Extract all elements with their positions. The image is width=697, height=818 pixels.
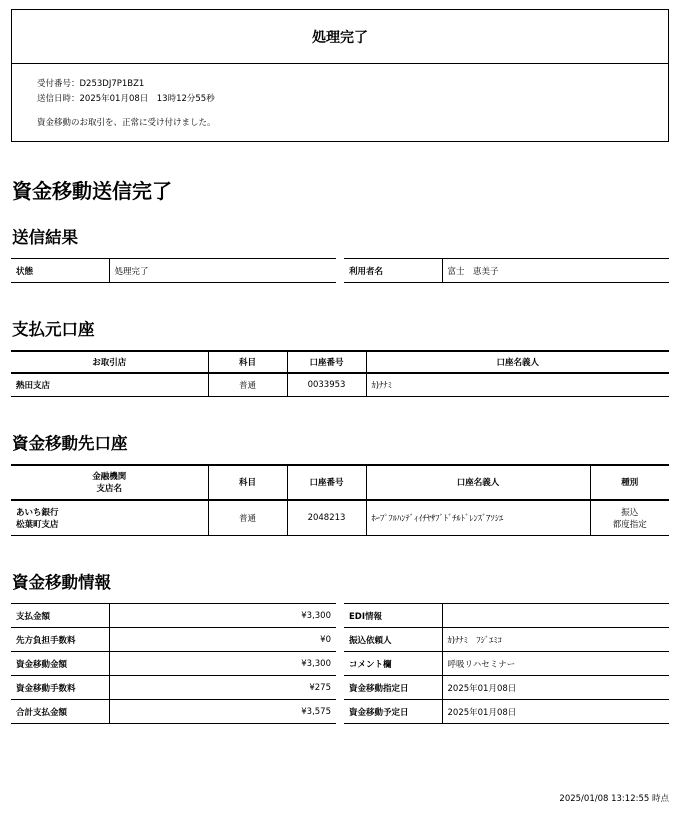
completion-message: 資金移動のお取引を、正常に受け付けました。	[37, 118, 216, 128]
result-table	[11, 258, 669, 283]
info-value: ¥3,575	[109, 700, 336, 724]
source-type: 普通	[208, 373, 287, 396]
col-type: 科目	[208, 465, 287, 500]
col-number: 口座番号	[287, 351, 366, 373]
table-row	[11, 500, 669, 536]
col-kind: 種別	[590, 465, 669, 500]
sent-datetime: 送信日時：2025年01月08日 13時12分55秒	[37, 94, 215, 104]
col-bank-branch: 金融機関 支店名	[11, 465, 208, 500]
info-label: 合計支払金額	[11, 700, 109, 724]
dest-account-table	[11, 464, 669, 537]
dest-kind: 振込 都度指定	[590, 500, 669, 536]
info-label: 資金移動予定日	[344, 700, 442, 724]
info-label: 資金移動手数料	[11, 676, 109, 700]
col-number: 口座番号	[287, 465, 366, 500]
info-value: 2025年01月08日	[442, 700, 669, 724]
info-label: 振込依頼人	[344, 628, 442, 652]
info-value: 2025年01月08日	[442, 676, 669, 700]
receipt-number: 受付番号：D253DJ7P1BZ1	[37, 79, 145, 89]
dest-bank-branch: あいち銀行 松葉町支店	[11, 500, 208, 536]
table-row	[11, 676, 669, 700]
dest-heading: 資金移動先口座	[12, 433, 128, 453]
table-row	[11, 604, 669, 628]
dest-holder: ﾎｰﾌﾟﾌﾙﾊﾝﾃﾞｨｲﾁﾔｻﾌﾞﾄﾞﾁﾙﾄﾞﾚﾝｽﾞｱｿｼｴ	[366, 500, 590, 536]
dest-type: 普通	[208, 500, 287, 536]
user-label: 利用者名	[344, 259, 442, 283]
notice-title: 処理完了	[12, 10, 668, 64]
info-label: 支払金額	[11, 604, 109, 628]
source-number: 0033953	[287, 373, 366, 396]
transfer-info-table	[11, 603, 669, 724]
info-label: 先方負担手数料	[11, 628, 109, 652]
info-label: 資金移動金額	[11, 652, 109, 676]
info-value: ｶ)ﾅﾅﾐ ﾌｼﾞｴﾐｺ	[442, 628, 669, 652]
info-value: ¥3,300	[109, 604, 336, 628]
result-heading: 送信結果	[12, 228, 78, 247]
col-holder: 口座名義人	[366, 465, 590, 500]
user-value: 富士 恵美子	[442, 259, 669, 283]
info-value	[442, 604, 669, 628]
info-value: ¥3,300	[109, 652, 336, 676]
table-row	[11, 373, 669, 396]
col-branch: お取引店	[11, 351, 208, 373]
completion-notice	[11, 9, 669, 142]
generated-timestamp: 2025/01/08 13:12:55 時点	[559, 794, 669, 804]
source-heading: 支払元口座	[12, 320, 95, 339]
info-value: ¥275	[109, 676, 336, 700]
page	[11, 9, 669, 724]
source-holder: ｶ)ﾅﾅﾐ	[366, 373, 669, 396]
notice-body	[12, 64, 668, 141]
table-row	[11, 700, 669, 724]
info-label: 資金移動指定日	[344, 676, 442, 700]
source-branch: 熱田支店	[11, 373, 208, 396]
source-account-table	[11, 350, 669, 397]
status-value: 処理完了	[109, 259, 336, 283]
info-label: EDI情報	[344, 604, 442, 628]
info-heading: 資金移動情報	[12, 573, 111, 592]
status-label: 状態	[11, 259, 109, 283]
dest-number: 2048213	[287, 500, 366, 536]
info-label: コメント欄	[344, 652, 442, 676]
table-row	[11, 628, 669, 652]
info-value: 呼吸リハセミナー	[442, 652, 669, 676]
page-title: 資金移動送信完了	[12, 179, 172, 203]
col-type: 科目	[208, 351, 287, 373]
info-value: ¥0	[109, 628, 336, 652]
table-row	[11, 652, 669, 676]
col-holder: 口座名義人	[366, 351, 669, 373]
